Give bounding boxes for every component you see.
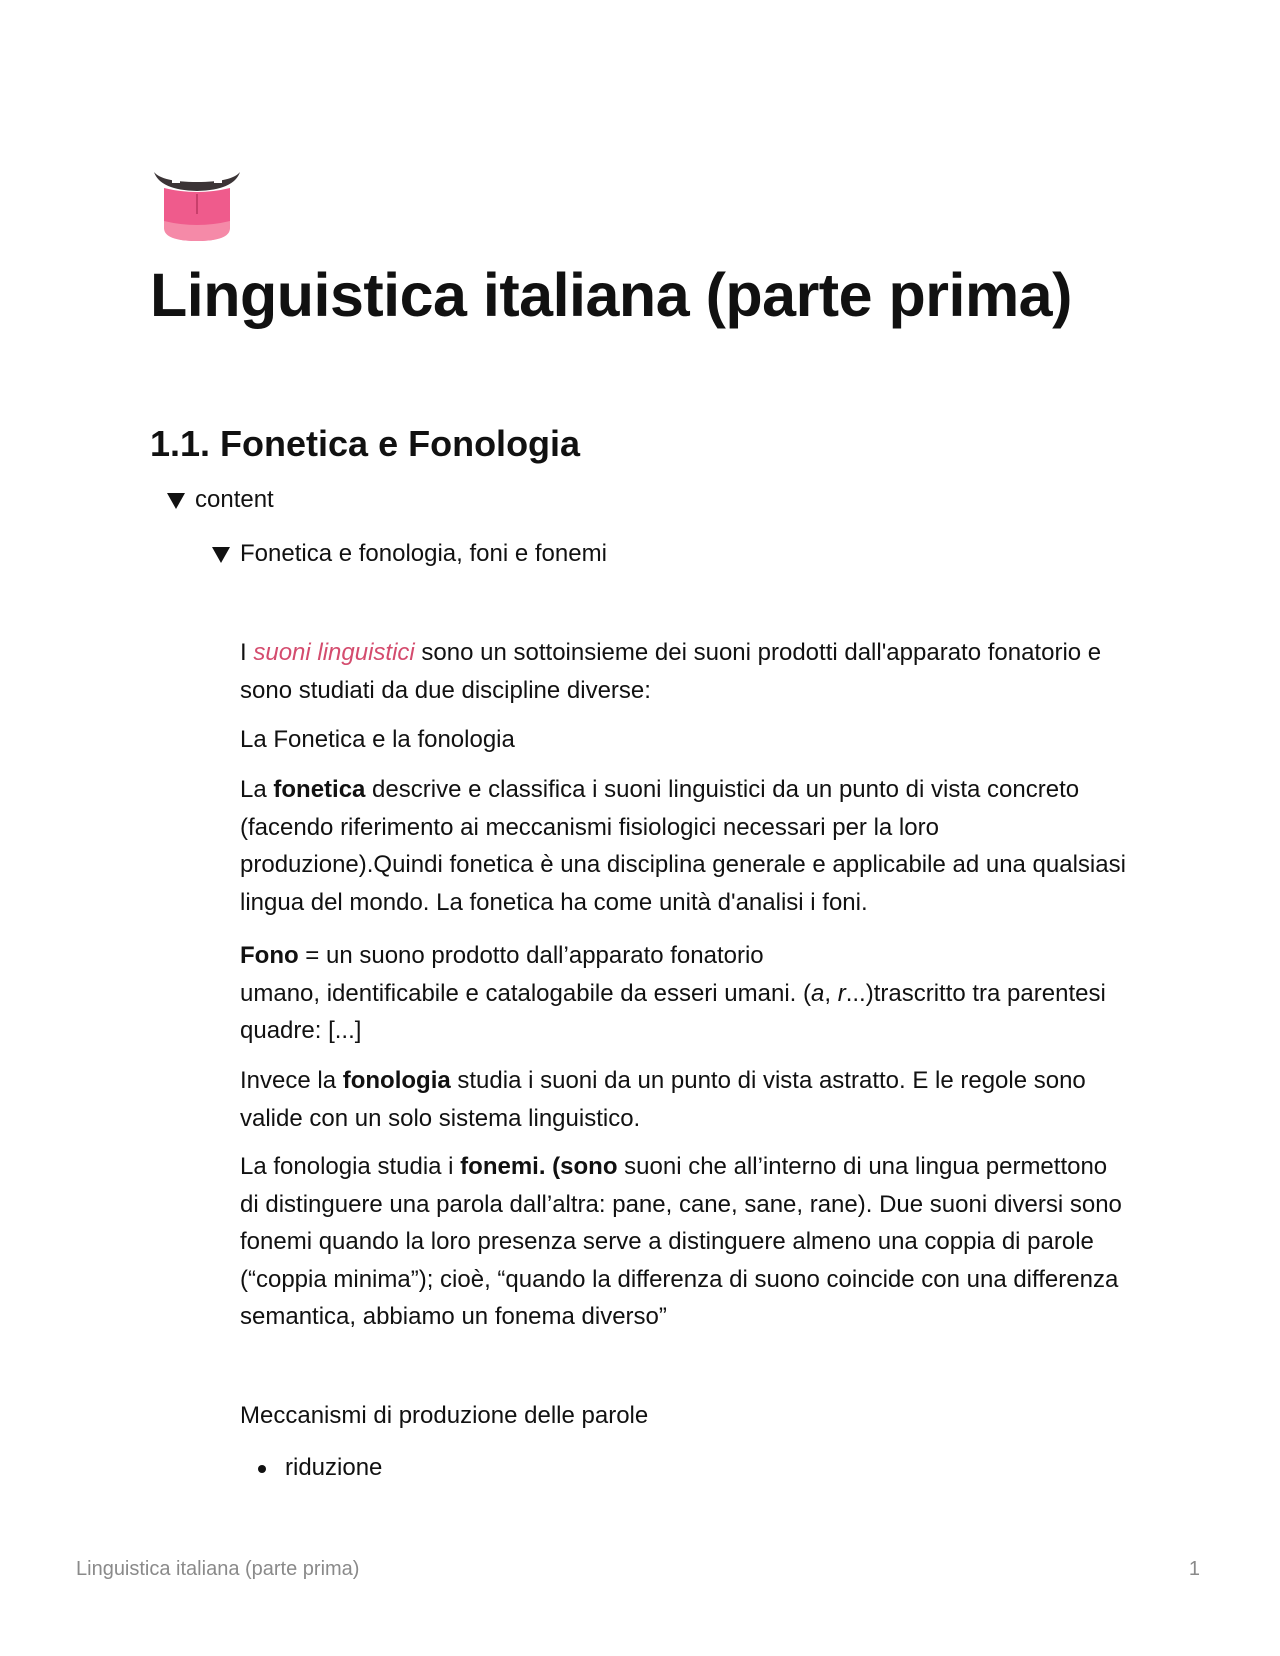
bold-fonemi: fonemi. (sono — [460, 1153, 618, 1180]
text: La fonologia studia i — [240, 1153, 461, 1180]
paragraph-fonemi — [240, 1148, 1130, 1336]
text: descrive e classifica i suoni linguistici da un punto di vista concreto (facendo riferimento ai meccanismi fisiologici necessari per la loro produzione).Quindi fonetica è una disciplina generale e applicabile ad una qualsiasi lingua del mondo. La fonetica ha come unità d'analisi i foni. — [240, 776, 1126, 916]
page-number: 1 — [1188, 1558, 1200, 1580]
paragraph-fono — [240, 937, 1130, 1050]
text: = un suono prodotto dall’apparato fonatorio — [298, 942, 764, 969]
text: Invece la — [240, 1067, 343, 1094]
italic-r: r — [837, 979, 846, 1007]
text: La — [240, 776, 274, 803]
list-item-label: riduzione — [285, 1454, 383, 1481]
bold-fonetica: fonetica — [273, 776, 366, 803]
tongue-icon — [152, 166, 242, 246]
toggle-content-label: content — [195, 486, 274, 513]
highlight-suoni-linguistici: suoni linguistici — [253, 639, 415, 666]
text: umano, identificabile e catalogabile da esseri umani. ( — [240, 979, 811, 1007]
triangle-down-icon[interactable] — [167, 493, 185, 509]
section-heading: 1.1. Fonetica e Fonologia — [150, 423, 581, 464]
text: sono un sottoinsieme dei suoni prodotti dall'apparato fonatorio e sono studiati da due discipline diverse: — [240, 639, 1102, 704]
list-item — [240, 1449, 382, 1487]
text: studia i suoni da un punto di vista astratto. E le regole sono valide con un solo sistema linguistico. — [240, 1067, 1086, 1132]
footer-title: Linguistica italiana (parte prima) — [76, 1558, 360, 1580]
bullet-list — [240, 1449, 382, 1487]
page-title: Linguistica italiana (parte prima) — [150, 261, 1072, 329]
bold-fonologia: fonologia — [342, 1067, 451, 1094]
bold-fono: Fono — [240, 942, 299, 969]
toggle-fonetica-label: Fonetica e fonologia, foni e fonemi — [240, 540, 607, 567]
bullet-icon — [258, 1465, 266, 1473]
paragraph-fonologia — [240, 1062, 1130, 1137]
text: ...)trascritto tra parentesi quadre: [...] — [240, 979, 1106, 1044]
italic-a: a — [811, 979, 825, 1007]
text: I — [240, 639, 254, 666]
paragraph-fonetica — [240, 771, 1130, 921]
paragraph-fonetica-fonologia: La Fonetica e la fonologia — [240, 726, 515, 753]
text: suoni che all’interno di una lingua permettono di distinguere una parola dall’altra: pane, cane, sane, rane). Due suoni diversi sono fonemi quando la loro presenza serve a distinguere almeno una coppia di parole (“coppia minima”); cioè, “quando la differenza di suono coincide con una differenza semantica, abbiamo un fonema diverso” — [240, 1153, 1122, 1330]
paragraph-suoni — [240, 634, 1130, 709]
toggle-content[interactable] — [167, 486, 274, 515]
toggle-fonetica[interactable] — [212, 540, 607, 569]
text: , — [824, 979, 838, 1007]
triangle-down-icon[interactable] — [212, 547, 230, 563]
paragraph-meccanismi: Meccanismi di produzione delle parole — [240, 1402, 649, 1429]
